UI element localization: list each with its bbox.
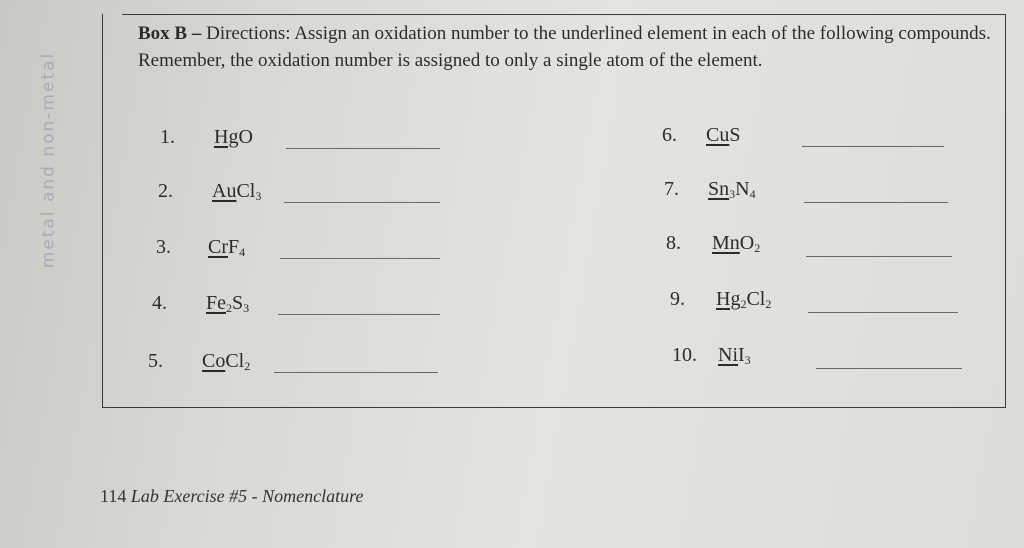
- subscript: 2: [740, 297, 747, 311]
- answer-blank-9[interactable]: [808, 312, 958, 313]
- question-number: 10.: [672, 344, 697, 366]
- underlined-element: Au: [212, 180, 237, 202]
- answer-blank-5[interactable]: [274, 372, 438, 373]
- underlined-element: Fe: [206, 292, 226, 314]
- element-symbol: I: [738, 344, 745, 366]
- formula: [712, 232, 760, 256]
- answer-blank-2[interactable]: [284, 202, 440, 203]
- handwritten-margin-note: metal and non-metal: [38, 51, 59, 269]
- formula: [212, 180, 261, 204]
- element-symbol: O: [238, 126, 253, 148]
- formula: [708, 178, 756, 202]
- question-9: [670, 288, 771, 318]
- footer-title: Lab Exercise #5 - Nomenclature: [130, 486, 364, 506]
- subscript: 2: [754, 241, 761, 255]
- answer-blank-4[interactable]: [278, 314, 440, 315]
- question-number: 9.: [670, 288, 685, 310]
- question-5: [148, 350, 250, 380]
- subscript: 2: [226, 301, 232, 315]
- element-symbol: Cl: [746, 288, 766, 310]
- question-number: 7.: [664, 178, 679, 200]
- formula: [706, 124, 740, 147]
- page-number: 114: [100, 486, 127, 506]
- question-2: [158, 180, 261, 210]
- underlined-element: Hg: [214, 126, 239, 148]
- formula: [716, 288, 771, 312]
- box-label: Box B –: [138, 23, 202, 44]
- subscript: 2: [765, 297, 772, 311]
- subscript: 3: [243, 301, 250, 315]
- question-1: [160, 126, 253, 156]
- subscript: 3: [255, 189, 262, 203]
- underlined-element: Mn: [712, 232, 740, 254]
- question-7: [664, 178, 756, 208]
- answer-blank-10[interactable]: [816, 368, 962, 369]
- subscript: 3: [744, 353, 751, 367]
- underlined-element: Sn: [708, 178, 730, 200]
- element-symbol: S: [729, 124, 741, 146]
- question-8: [666, 232, 760, 262]
- question-number: 1.: [160, 126, 175, 148]
- formula: [202, 350, 250, 374]
- question-10: [672, 344, 751, 374]
- answer-blank-1[interactable]: [286, 148, 440, 149]
- question-4: [152, 292, 249, 322]
- box-left-border: [102, 14, 124, 408]
- subscript: 4: [749, 187, 756, 201]
- element-symbol: O: [739, 232, 755, 254]
- underlined-element: Co: [202, 350, 226, 372]
- underlined-element: Cu: [706, 124, 730, 146]
- element-symbol: Cl: [225, 350, 245, 372]
- element-symbol: F: [228, 236, 240, 258]
- subscript: 2: [244, 359, 251, 373]
- subscript: 4: [239, 245, 246, 259]
- question-number: 3.: [156, 236, 171, 258]
- directions-text: [138, 20, 998, 74]
- formula: [208, 236, 245, 260]
- answer-blank-6[interactable]: [802, 146, 944, 147]
- question-number: 4.: [152, 292, 167, 314]
- underlined-element: Hg: [716, 288, 741, 310]
- element-symbol: Cl: [236, 180, 256, 202]
- answer-blank-7[interactable]: [804, 202, 948, 203]
- question-3: [156, 236, 245, 266]
- question-number: 2.: [158, 180, 173, 202]
- question-number: 5.: [148, 350, 163, 372]
- question-6: [662, 124, 740, 154]
- answer-blank-3[interactable]: [280, 258, 440, 259]
- answer-blank-8[interactable]: [806, 256, 952, 257]
- formula: [206, 292, 249, 316]
- question-number: 8.: [666, 232, 681, 254]
- formula: [214, 126, 253, 149]
- element-symbol: N: [735, 178, 750, 200]
- subscript: 3: [729, 187, 736, 201]
- underlined-element: Cr: [208, 236, 228, 258]
- formula: [718, 344, 751, 368]
- element-symbol: S: [232, 292, 244, 314]
- question-number: 6.: [662, 124, 677, 146]
- directions-body: Directions: Assign an oxidation number to the underlined element in each of the following compounds. Remember, the oxidation number is assigned to only a single atom of the element.: [138, 23, 991, 71]
- page-footer: [100, 486, 363, 507]
- underlined-element: Ni: [718, 344, 738, 366]
